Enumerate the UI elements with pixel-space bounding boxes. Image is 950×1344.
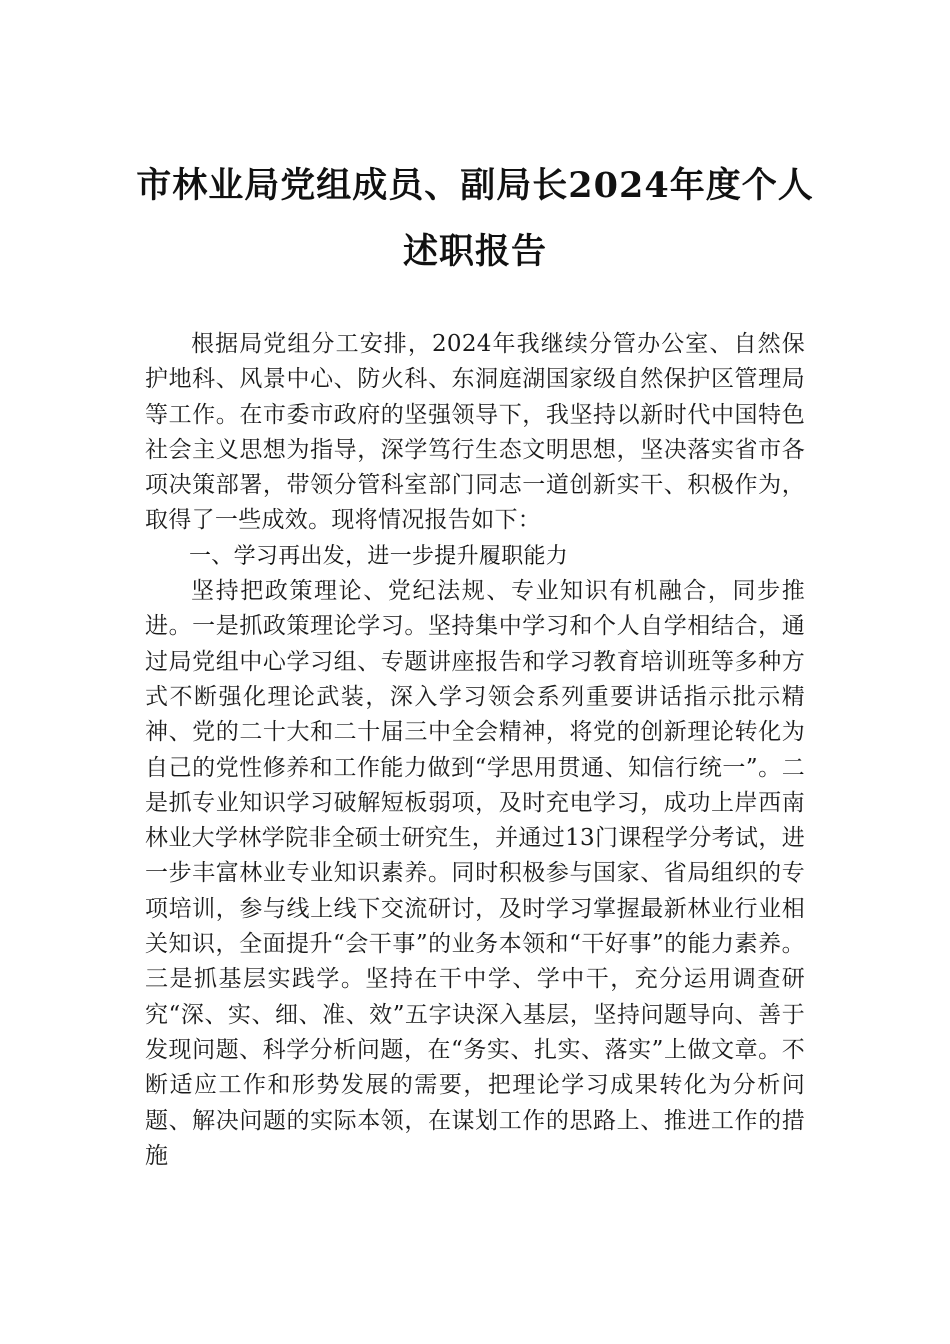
document-body	[145, 327, 805, 1174]
section1-paragraph: 坚持把政策理论、党纪法规、专业知识有机融合，同步推进。一是抓政策理论学习。坚持集中学习和个人自学相结合，通过局党组中心学习组、专题讲座报告和学习教育培训班等多种方式不断强化理论武装，深入学习领会系列重要讲话指示批示精神、党的二十大和二十届三中全会精神，将党的创新理论转化为自己的党性修养和工作能力做到“学思用贯通、知信行统一”。二是抓专业知识学习破解短板弱项，及时充电学习，成功上岸西南林业大学林学院非全硕士研究生，并通过13门课程学分考试，进一步丰富林业专业知识素养。同时积极参与国家、省局组织的专项培训，参与线上线下交流研讨，及时学习掌握最新林业行业相关知识，全面提升“会干事”的业务本领和“干好事”的能力素养。三是抓基层实践学。坚持在干中学、学中干，充分运用调查研究“深、实、细、准、效”五字诀深入基层，坚持问题导向、善于发现问题、科学分析问题，在“务实、扎实、落实”上做文章。不断适应工作和形势发展的需要，把理论学习成果转化为分析问题、解决问题的实际本领，在谋划工作的思路上、推进工作的措施	[145, 578, 805, 1169]
intro-paragraph: 根据局党组分工安排，2024年我继续分管办公室、自然保护地科、风景中心、防火科、东洞庭湖国家级自然保护区管理局等工作。在市委市政府的坚强领导下，我坚持以新时代中国特色社会主义思想为指导，深学笃行生态文明思想，坚决落实省市各项决策部署，带领分管科室部门同志一道创新实干、积极作为，取得了一些成效。现将情况报告如下：	[145, 331, 805, 534]
document-title-line1: 市林业局党组成员、副局长2024年度个人	[136, 165, 814, 206]
section1-heading: 一、学习再出发，进一步提升履职能力	[189, 543, 569, 569]
document-title-line2: 述职报告	[402, 231, 547, 272]
